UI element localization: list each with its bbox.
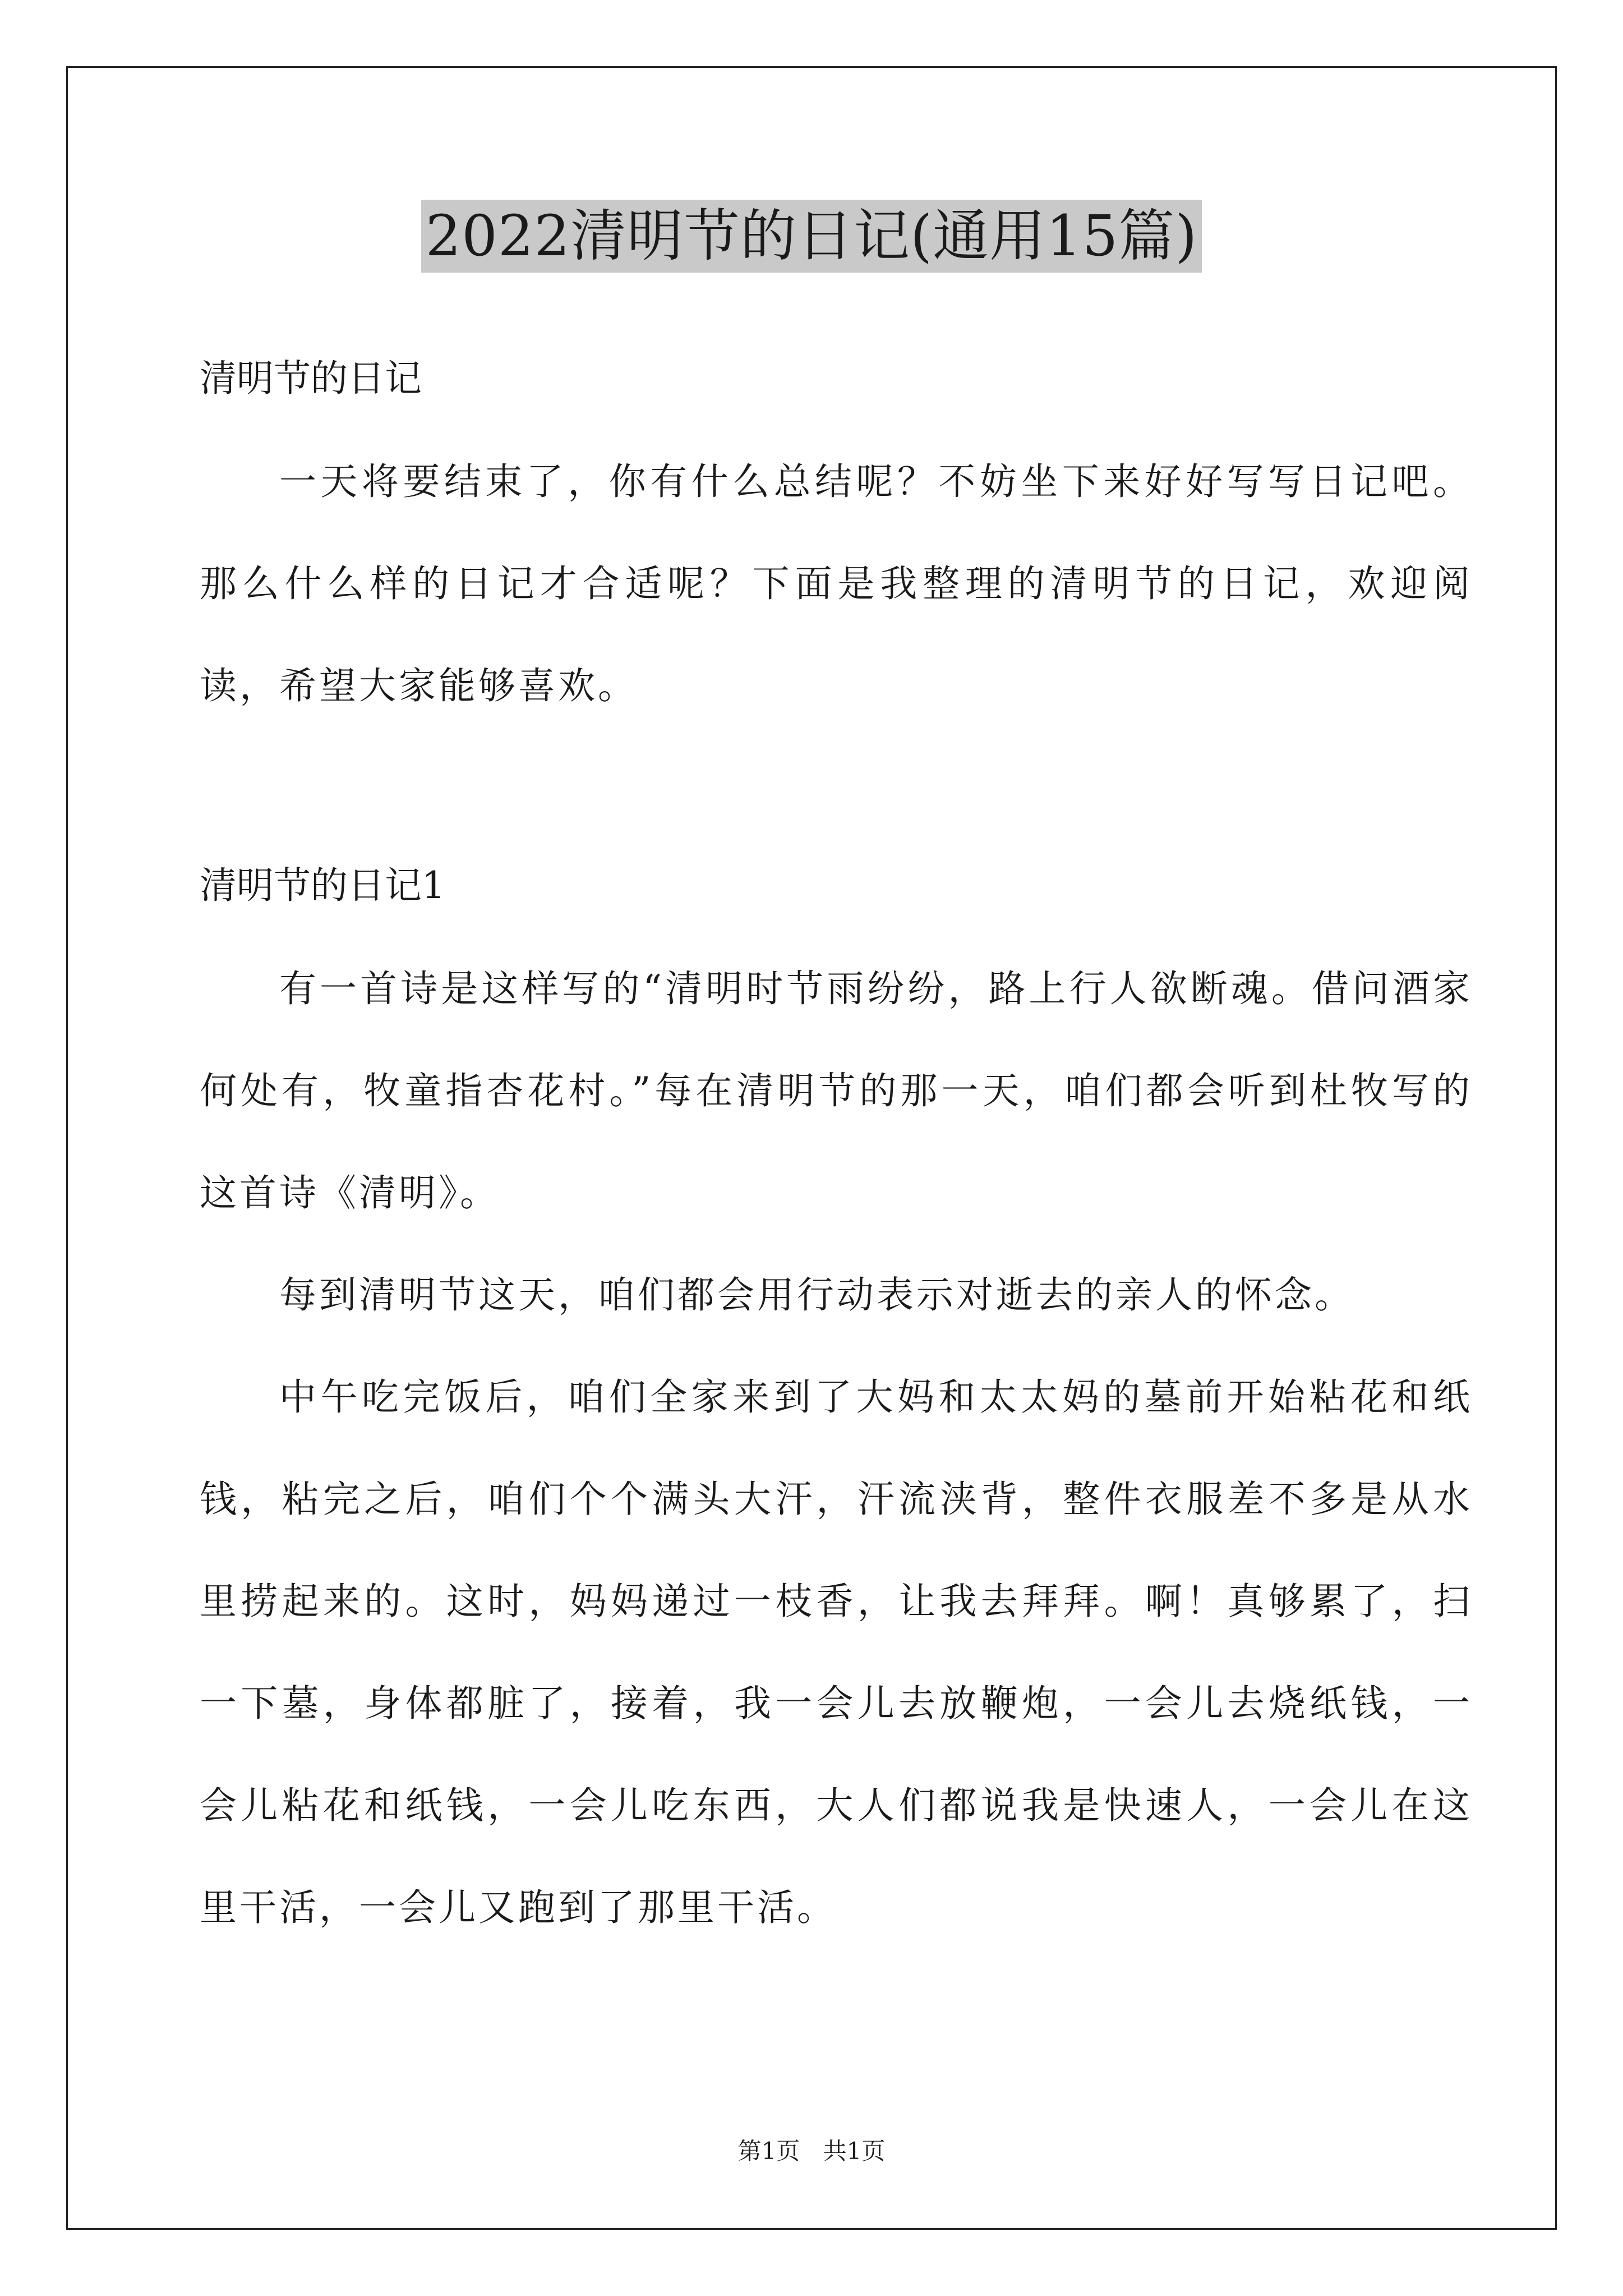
section-paragraph: 中午吃完饭后，咱们全家来到了大妈和太太妈的墓前开始粘花和纸钱，粘完之后，咱们个个满头大汗，汗流浃背，整件衣服差不多是从水里捞起来的。这时，妈妈递过一枝香，让我去拜拜。啊！真够累了，扫一下墓，身体都脏了，接着，我一会儿去放鞭炮，一会儿去烧纸钱，一会儿粘花和纸钱，一会儿吃东西，大人们都说我是快速人，一会儿在这里干活，一会儿又跑到了那里干活。 — [200, 1375, 1473, 1929]
page-number: 第1页 — [737, 2137, 800, 2165]
document-title: 2022清明节的日记(通用15篇) — [421, 200, 1202, 273]
page-total: 共1页 — [823, 2137, 886, 2165]
title-container — [0, 200, 1623, 273]
page-footer — [0, 2134, 1623, 2168]
intro-heading: 清明节的日记 — [200, 357, 422, 400]
section-paragraph: 有一首诗是这样写的“清明时节雨纷纷，路上行人欲断魂。借问酒家何处有，牧童指杏花村。”每在清明节的那一天，咱们都会听到杜牧写的这首诗《清明》。 — [200, 967, 1473, 1214]
intro-paragraph: 一天将要结束了，你有什么总结呢？不妨坐下来好好写写日记吧。那么什么样的日记才合适呢？下面是我整理的清明节的日记，欢迎阅读，希望大家能够喜欢。 — [200, 460, 1473, 707]
section-heading: 清明节的日记1 — [200, 864, 445, 907]
section-paragraph: 每到清明节这天，咱们都会用行动表示对逝去的亲人的怀念。 — [279, 1273, 1354, 1317]
document-body — [200, 342, 1473, 1959]
